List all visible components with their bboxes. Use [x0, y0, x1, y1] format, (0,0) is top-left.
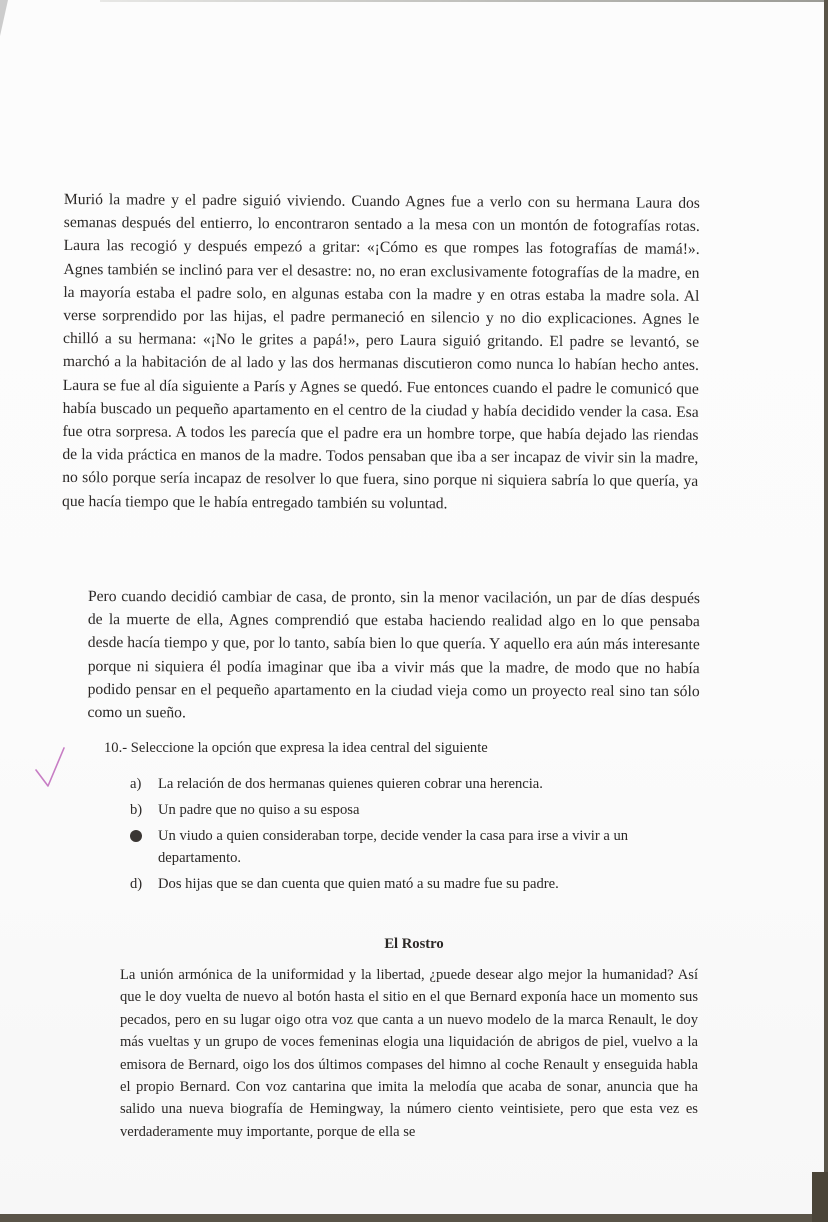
option-a[interactable] — [130, 773, 704, 795]
option-d[interactable] — [130, 873, 704, 895]
option-text: La relación de dos hermanas quienes quieren cobrar una herencia. — [158, 776, 543, 792]
option-b[interactable] — [130, 799, 704, 821]
filled-circle-icon — [130, 830, 142, 842]
option-letter: d) — [130, 876, 143, 892]
option-text: Un padre que no quiso a su esposa — [158, 802, 360, 818]
option-c-selected[interactable] — [130, 825, 704, 869]
question-10 — [104, 737, 704, 899]
option-letter: b) — [130, 802, 143, 818]
option-text: Un viudo a quien consideraban torpe, decide vender la casa para irse a vivir a un departamento. — [158, 828, 629, 866]
passage-1-paragraph: Pero cuando decidió cambiar de casa, de pronto, sin la menor vacilación, un par de días después de la muerte de ella, Agnes comprendió que estaba haciendo realidad algo en lo que pensaba desde hacía tiempo y que, por lo tanto, sabía bien lo que quería. Y aquello era aún más interesante porque ni siquiera él podía imaginar que iba a vivir más que la madre, de modo que no había podido pensar en el pequeño apartamento en la ciudad vieja como un proyecto real sino tan sólo como un sueño. — [87, 588, 700, 722]
page-corner-shadow — [0, 0, 8, 36]
answer-options — [104, 773, 704, 895]
passage-2-paragraph: La unión armónica de la uniformidad y la libertad, ¿puede desear algo mejor la humanidad? Así que le doy vuelta de nuevo al botón hasta el sitio en el que Bernard exponía hace un momento sus pecados, pero en su lugar oigo otra voz que canta a un nuevo modelo de la marca Renault, le doy más vueltas y un grupo de voces femeninas elogia una liquidación de abrigos de piel, vuelvo a la emisora de Bernard, oigo los dos últimos compases del himno al coche Renault y enseguida habla el propio Bernard. Con voz cantarina que imita la melodía que acaba de sonar, anuncia que ha salido una nueva biografía de Hemingway, la número ciento veintisiete, pero que esta vez es verdaderamente muy importante, porque de ella se — [120, 967, 698, 1140]
option-letter: a) — [130, 776, 142, 792]
passage-1-continued — [88, 585, 700, 726]
checkmark-icon — [34, 746, 74, 790]
passage-1-paragraph: Murió la madre y el padre siguió viviendo. Cuando Agnes fue a verlo con su hermana Laura dos semanas después del entierro, lo encontraron sentado a la mesa con un montón de fotografías rotas. Laura las recogió y después empezó a gritar: «¡Cómo es que rompes las fotografías de mamá!». Agnes también se inclinó para ver el desastre: no, no eran exclusivamente fotografías de la madre, en la mayoría estaba el padre solo, en algunas estaba con la madre y en otras estaba la madre sola. Al verse sorprendido por las hijas, el padre permaneció en silencio y no dio explicaciones. Agnes le chilló a su hermana: «¡No le grites a papá!», pero Laura siguió gritando. El padre se levantó, se marchó a la habitación de al lado y las dos hermanas discutieron como nunca lo habían hecho antes. Laura se fue al día siguiente a París y Agnes se quedó. Fue entonces cuando el padre le comunicó que había buscado un pequeño apartamento en el centro de la ciudad y había decidido vender la casa. Esa fue otra sorpresa. A todos les parecía que el padre era un hombre torpe, que había dejado las riendas de la vida práctica en manos de la madre. Todos pensaban que iba a ser incapaz de vivir sin la madre, no sólo porque sería incapaz de resolver lo que fuera, sino porque ni siquiera sabría lo que quería, ya que hacía tiempo que le había entregado también su voluntad. — [62, 190, 700, 512]
question-prompt: 10.- Seleccione la opción que expresa la idea central del siguiente — [104, 740, 488, 756]
passage-2 — [120, 964, 698, 1143]
passage-1 — [62, 188, 700, 517]
option-text: Dos hijas que se dan cuenta que quien mató a su madre fue su padre. — [158, 876, 559, 892]
passage-2-title: El Rostro — [384, 936, 444, 952]
background-edge — [812, 1172, 828, 1222]
page-top-edge — [100, 0, 824, 2]
